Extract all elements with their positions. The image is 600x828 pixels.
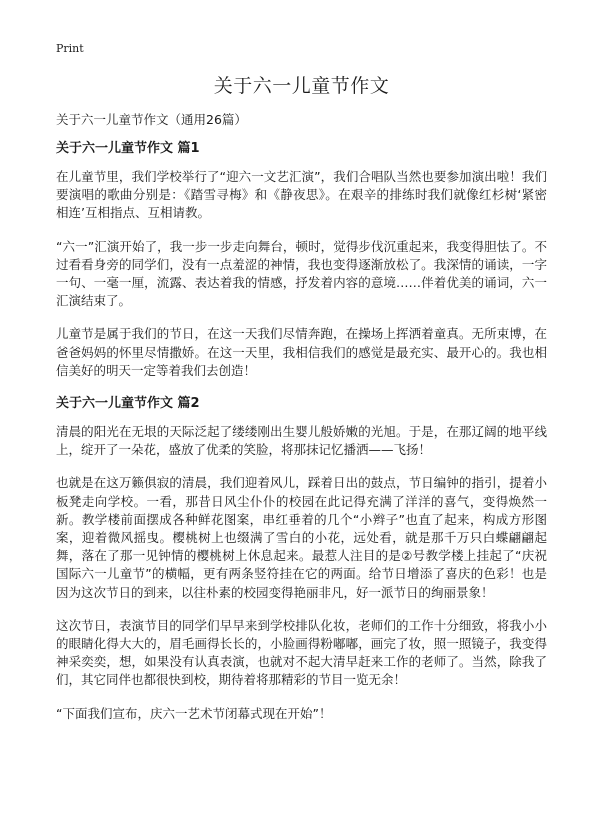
paragraph: 儿童节是属于我们的节日，在这一天我们尽情奔跑，在操场上挥洒着童真。无所束博，在爸爸妈妈的怀里尽情撒娇。在这一天里，我相信我们的感觉是最充实、最开心的。我也相信美好的明天一定等着我们去创造！: [56, 326, 547, 378]
document-title: 关于六一儿童节作文: [213, 75, 390, 97]
document-subtitle: 关于六一儿童节作文（通用26篇）: [56, 112, 247, 127]
paragraph: “六一”汇演开始了，我一步一步走向舞台，顿时，觉得步伐沉重起来，我变得胆怯了。不过看看身旁的同学们，没有一点羞涩的神情，我也变得逐渐放松了。我深情的诵读，一字一句、一毫一厘，流露、表达着我的情感，抒发着内容的意境……伴着优美的诵词，六一汇演结束了。: [56, 238, 547, 309]
print-label[interactable]: Print: [56, 42, 84, 55]
paragraph: 在儿童节里，我们学校举行了“迎六一文艺汇演”，我们合唱队当然也要参加演出啦！我们要演唱的歌曲分别是：《踏雪寻梅》和《静夜思》。在艰辛的排练时我们就像红杉树‘紧密相连’互相指点、互相请教。: [56, 169, 547, 221]
section-heading: 关于六一儿童节作文 篇2: [56, 396, 200, 412]
paragraph: “下面我们宣布，庆六一艺术节闭幕式现在开始”！: [56, 705, 332, 721]
paragraph: 这次节日，表演节目的同学们早早来到学校排队化妆，老师们的工作十分细致，将我小小的眼睛化得大大的，眉毛画得长长的，小脸画得粉嘟嘟，画完了妆，照一照镜子，我变得神采奕奕，想，如果没有认真表演，也就对不起大清早赶来工作的老师了。当然，除我了们，其它同伴也都很快到校，期待着将那精彩的节目一览无余！: [56, 617, 547, 688]
essay-section-1: [56, 140, 547, 380]
section-heading: 关于六一儿童节作文 篇1: [56, 141, 200, 156]
paragraph: 清晨的阳光在无垠的天际泛起了缕缕刚出生婴儿般娇嫩的光旭。于是，在那辽阔的地平线上，绽开了一朵花，盛放了优柔的笑脸，将那抹记忆播洒——飞扬！: [56, 424, 547, 458]
paragraph: 也就是在这万籁俱寂的清晨，我们迎着风儿，踩着日出的鼓点，节日编钟的指引，提着小板凳走向学校。一看，那昔日风尘仆仆的校园在此记得充满了洋洋的喜气，变得焕然一新。教学楼前面摆成各种鲜花图案，串红垂着的几个“小辫子”也直了起来，构成方形图案，迎着微风摇曳。樱桃树上也缀满了雪白的小花，远处看，就是那千万只白蝶翩翩起舞，落在了那一见钟情的樱桃树上休息起来。最惹人注目的是②号教学楼上挂起了“庆祝国际六一儿童节”的横幅，更有两条竖符挂在它的两面。给节日增添了喜庆的色彩！也是因为这次节日的到来，以往朴素的校园变得艳丽非凡，好一派节日的绚丽景象！: [56, 475, 547, 600]
essay-section-2: [56, 395, 547, 723]
